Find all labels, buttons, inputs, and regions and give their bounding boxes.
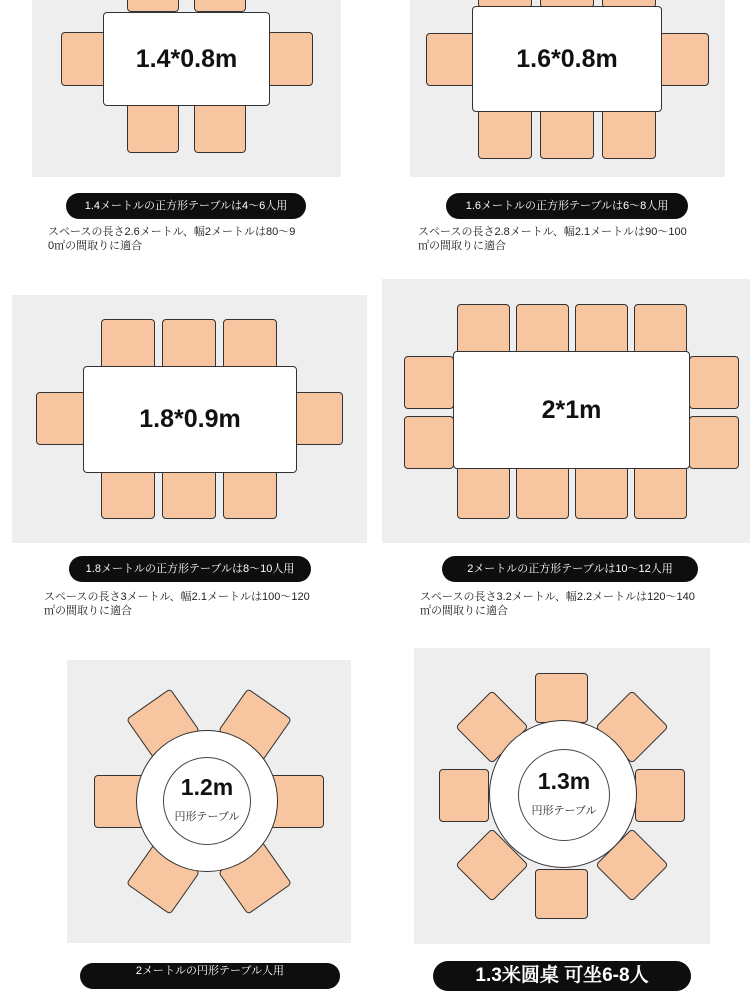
chair	[575, 466, 628, 519]
chair	[61, 32, 107, 86]
chair	[457, 304, 510, 356]
table-top	[83, 366, 297, 473]
table-type-label: 円形テーブル	[531, 805, 597, 817]
diagram-panel-1	[32, 0, 341, 177]
chair	[223, 466, 277, 519]
diagram-panel-4	[382, 279, 750, 543]
capacity-caption-4: 2メートルの正方形テーブルは10〜12人用	[442, 556, 698, 582]
round-table-top	[489, 720, 637, 868]
chair	[101, 466, 155, 519]
diagram-panel-6	[414, 648, 710, 944]
table-top	[453, 351, 690, 469]
table-size-label: 1.2m	[180, 774, 234, 800]
chair	[457, 466, 510, 519]
chair	[516, 466, 569, 519]
table-size-label: 2*1m	[541, 395, 602, 424]
chair	[270, 775, 324, 828]
capacity-caption-1: 1.4メートルの正方形テーブルは4〜6人用	[66, 193, 306, 219]
chair	[194, 100, 246, 153]
table-size-label: 1.3m	[537, 768, 591, 794]
space-description-2: スペースの長さ2.8メートル、幅2.1メートルは90〜100 ㎡の間取りに適合	[418, 226, 687, 252]
capacity-caption-2: 1.6メートルの正方形テーブルは6〜8人用	[446, 193, 688, 219]
chair	[162, 319, 216, 371]
round-table-top	[136, 730, 278, 872]
table-size-label: 1.8*0.9m	[139, 405, 241, 433]
chair	[540, 107, 594, 159]
chair	[293, 392, 343, 445]
chair	[127, 100, 179, 153]
space-description-4: スペースの長さ3.2メートル、幅2.2メートルは120〜140 ㎡の間取りに適合	[420, 591, 695, 617]
chair	[535, 673, 588, 723]
chair	[267, 32, 313, 86]
chair	[223, 319, 277, 371]
diagram-panel-5	[67, 660, 351, 943]
chair	[634, 466, 687, 519]
chair	[602, 107, 656, 159]
table-top	[472, 6, 662, 112]
chair	[404, 416, 454, 469]
space-description-1: スペースの長さ2.6メートル、幅2メートルは80〜9 0㎡の間取りに適合	[48, 226, 296, 252]
chair	[478, 107, 532, 159]
table-size-label: 1.4*0.8m	[135, 44, 238, 73]
chair	[575, 304, 628, 356]
chair	[535, 869, 588, 919]
capacity-caption-5: 2メートルの円形テーブル人用	[80, 963, 340, 989]
round-table-center	[518, 749, 610, 841]
chair	[516, 304, 569, 356]
chair	[689, 416, 739, 469]
capacity-caption-3: 1.8メートルの正方形テーブルは8〜10人用	[69, 556, 311, 582]
round-table-center	[163, 757, 251, 845]
chair	[634, 304, 687, 356]
chair	[127, 0, 179, 12]
diagram-panel-2	[410, 0, 725, 177]
chair	[439, 769, 489, 822]
space-description-3: スペースの長さ3メートル、幅2.1メートルは100〜120 ㎡の間取りに適合	[44, 591, 310, 617]
chair	[659, 33, 709, 86]
diagram-panel-3	[12, 295, 367, 543]
chair	[689, 356, 739, 409]
chair	[36, 392, 86, 445]
chair	[426, 33, 476, 86]
capacity-caption-6: 1.3米圆桌 可坐6-8人	[433, 961, 691, 991]
table-size-label: 1.6*0.8m	[516, 44, 618, 73]
chair	[635, 769, 685, 822]
chair	[194, 0, 246, 12]
table-top	[103, 12, 270, 106]
chair	[101, 319, 155, 371]
table-type-label: 円形テーブル	[174, 811, 240, 823]
chair	[162, 466, 216, 519]
chair	[404, 356, 454, 409]
